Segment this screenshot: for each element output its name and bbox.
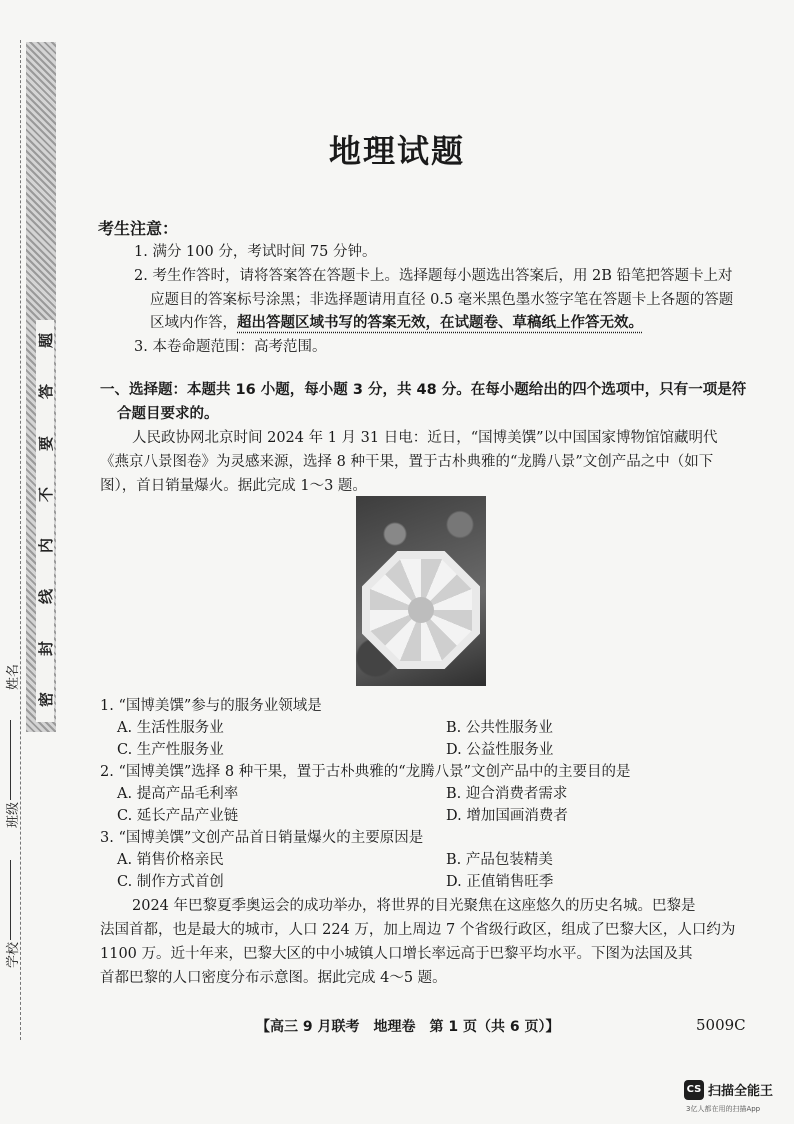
question-stem: 2. “国博美馔”选择 8 种干果，置于古朴典雅的“龙腾八景”文创产品中的主要目的是 bbox=[100, 764, 631, 780]
notice-item-1: 1. 满分 100 分，考试时间 75 分钟。 bbox=[134, 244, 377, 260]
option: C. 生产性服务业 bbox=[117, 742, 224, 758]
option: D. 增加国画消费者 bbox=[446, 808, 568, 824]
exam-code: 5009C bbox=[696, 1016, 746, 1034]
page-footer: 【高三 9 月联考 地理卷 第 1 页（共 6 页）】 bbox=[256, 1019, 560, 1035]
notice-text: 区域内作答， bbox=[150, 315, 237, 331]
option: D. 正值销售旺季 bbox=[446, 874, 554, 890]
name-label: 姓名 bbox=[6, 663, 21, 690]
binding-char: 不 bbox=[37, 486, 56, 502]
option: A. 提高产品毛利率 bbox=[117, 786, 239, 802]
watermark-name: 扫描全能王 bbox=[708, 1084, 774, 1099]
binding-char: 题 bbox=[37, 332, 56, 349]
binding-char: 要 bbox=[37, 435, 56, 451]
passage2-line: 首都巴黎的人口密度分布示意图。据此完成 4～5 题。 bbox=[100, 970, 447, 986]
watermark-subtitle: 3亿人都在用的扫描App bbox=[686, 1105, 761, 1113]
option: C. 制作方式首创 bbox=[117, 874, 224, 890]
option: A. 生活性服务业 bbox=[117, 720, 224, 736]
passage1-line: 图），首日销量爆火。据此完成 1～3 题。 bbox=[100, 478, 367, 494]
notice-emphasis: 超出答题区域书写的答案无效，在试题卷、草稿纸上作答无效。 bbox=[237, 315, 643, 331]
option: B. 公共性服务业 bbox=[446, 720, 553, 736]
school-label: 学校 bbox=[6, 941, 21, 968]
passage1-line: 人民政协网北京时间 2024 年 1 月 31 日电：近日，“国博美馔”以中国国家博物馆馆藏明代 bbox=[132, 430, 718, 446]
camscanner-logo-icon: CS bbox=[684, 1080, 704, 1100]
option: B. 产品包装精美 bbox=[446, 852, 553, 868]
passage2-line: 2024 年巴黎夏季奥运会的成功举办，将世界的目光聚焦在这座悠久的历史名城。巴黎是 bbox=[132, 898, 696, 914]
notice-item-2-cont: 应题目的答案标号涂黑；非选择题请用直径 0.5 毫米黑色墨水签字笔在答题卡上各题的答题 bbox=[150, 292, 734, 308]
binding-char: 封 bbox=[37, 640, 56, 656]
notice-heading: 考生注意： bbox=[98, 219, 179, 238]
class-label: 班级 bbox=[6, 801, 21, 828]
section-heading-cont: 合题目要求的。 bbox=[117, 406, 219, 422]
option: A. 销售价格亲民 bbox=[117, 852, 224, 868]
option: D. 公益性服务业 bbox=[446, 742, 554, 758]
binding-char: 答 bbox=[37, 384, 56, 400]
page-title: 地理试题 bbox=[328, 132, 465, 170]
notice-item-2: 2. 考生作答时，请将答案答在答题卡上。选择题每小题选出答案后，用 2B 铅笔把答题卡上对 bbox=[134, 268, 733, 284]
binding-dashed-line bbox=[20, 40, 21, 1040]
school-blank bbox=[10, 860, 11, 940]
question-stem: 3. “国博美馔”文创产品首日销量爆火的主要原因是 bbox=[100, 830, 424, 846]
notice-item-2-cont2 bbox=[150, 311, 643, 332]
passage2-line: 1100 万。近十年来，巴黎大区的中小城镇人口增长率远高于巴黎平均水平。下图为法国及其 bbox=[100, 946, 693, 962]
binding-char: 内 bbox=[37, 538, 56, 554]
binding-char: 线 bbox=[37, 589, 56, 605]
option: B. 迎合消费者需求 bbox=[446, 786, 568, 802]
binding-warning bbox=[34, 330, 58, 710]
octagon-center bbox=[408, 597, 434, 623]
question-stem: 1. “国博美馔”参与的服务业领域是 bbox=[100, 698, 322, 714]
binding-char: 密 bbox=[37, 691, 56, 707]
passage2-line: 法国首都，也是最大的城市，人口 224 万，加上周边 7 个省级行政区，组成了巴黎大区，人口约为 bbox=[100, 922, 736, 938]
section-heading: 一、选择题：本题共 16 小题，每小题 3 分，共 48 分。在每小题给出的四个选项中，只有一项是符 bbox=[100, 382, 747, 398]
passage1-line: 《燕京八景图卷》为灵感来源，选择 8 种干果，置于古朴典雅的“龙腾八景”文创产品之中（如下 bbox=[100, 454, 714, 470]
notice-item-3: 3. 本卷命题范围：高考范围。 bbox=[134, 339, 327, 355]
option: C. 延长产品产业链 bbox=[117, 808, 239, 824]
product-photo bbox=[356, 496, 486, 686]
class-blank bbox=[10, 720, 11, 800]
